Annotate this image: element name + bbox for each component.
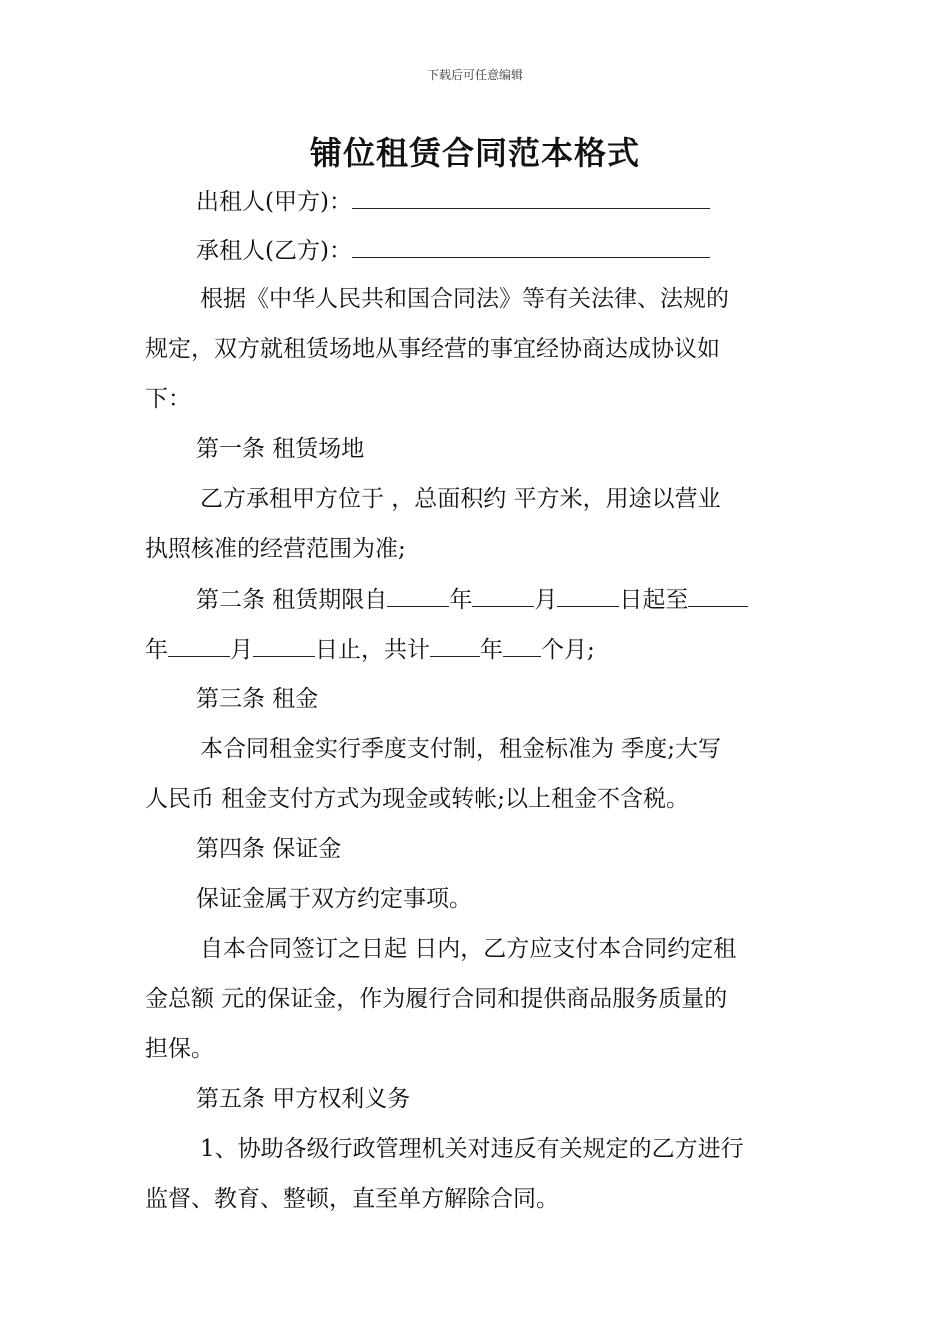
page-title: 铺位租赁合同范本格式	[309, 134, 640, 172]
lessee-line	[196, 235, 710, 266]
lessor-label: 出租人(甲方)：	[196, 189, 352, 215]
article-4-line-2: 自本合同签订之日起 日内，乙方应支付本合同约定租	[200, 936, 737, 962]
fill-blank	[688, 584, 748, 607]
fill-blank	[503, 634, 541, 657]
article-2-text: 年	[145, 637, 168, 663]
article-2-text: 日起至	[619, 587, 689, 613]
article-4-heading: 第四条 保证金	[196, 836, 342, 862]
article-4-line-4: 担保。	[145, 1036, 214, 1062]
fill-blank	[387, 584, 449, 607]
article-2-text: 月	[230, 637, 253, 663]
article-2-line-2	[145, 634, 595, 665]
article-5-line-2: 监督、教育、整顿，直至单方解除合同。	[145, 1186, 559, 1212]
intro-line-2: 规定，双方就租赁场地从事经营的事宜经协商达成协议如	[145, 336, 720, 362]
article-3-line-2: 人民币 租金支付方式为现金或转帐;以上租金不含税。	[145, 786, 690, 812]
fill-blank	[430, 634, 480, 657]
fill-blank	[472, 584, 534, 607]
lessor-line	[196, 186, 710, 217]
article-2-text: 个月;	[541, 637, 595, 663]
article-2-line-1	[196, 584, 748, 615]
lessee-label: 承租人(乙方)：	[196, 238, 352, 264]
article-2-text: 日止，共计	[315, 637, 430, 663]
article-4-line-3: 金总额 元的保证金，作为履行合同和提供商品服务质量的	[145, 986, 728, 1012]
article-2-text: 月	[534, 587, 558, 613]
header-note: 下载后可任意编辑	[426, 68, 523, 82]
article-4-line-1: 保证金属于双方约定事项。	[196, 886, 472, 912]
article-5-line-1: 1、协助各级行政管理机关对违反有关规定的乙方进行	[200, 1136, 744, 1162]
article-3-heading: 第三条 租金	[196, 686, 319, 712]
lessee-blank	[352, 235, 710, 258]
fill-blank	[557, 584, 619, 607]
article-1-heading: 第一条 租赁场地	[196, 436, 365, 462]
article-2-text: 年	[480, 637, 503, 663]
article-1-line-1: 乙方承租甲方位于 ，总面积约 平方米，用途以营业	[200, 486, 721, 512]
article-5-heading: 第五条 甲方权利义务	[196, 1086, 411, 1112]
fill-blank	[168, 634, 230, 657]
article-1-line-2: 执照核准的经营范围为准;	[145, 536, 406, 562]
article-2-text: 年	[449, 587, 473, 613]
article-2-text: 第二条 租赁期限自	[196, 587, 388, 613]
article-3-line-1: 本合同租金实行季度支付制，租金标准为 季度;大写	[200, 736, 722, 762]
intro-line-3: 下：	[145, 386, 191, 412]
lessor-blank	[352, 186, 710, 209]
intro-line-1: 根据《中华人民共和国合同法》等有关法律、法规的	[200, 286, 729, 312]
fill-blank	[253, 634, 315, 657]
